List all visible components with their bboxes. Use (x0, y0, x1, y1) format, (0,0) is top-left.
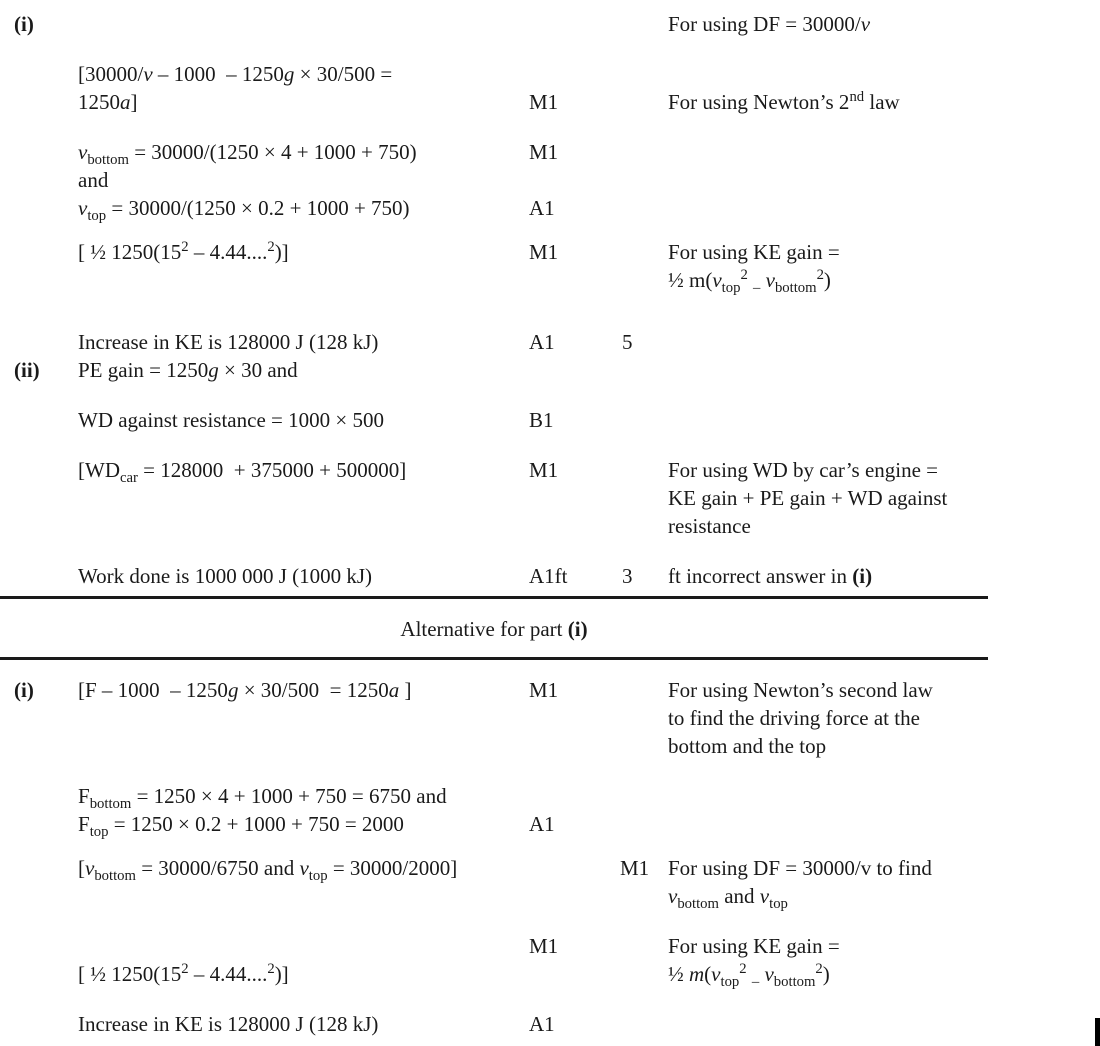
scheme-line (0, 882, 988, 913)
scheme-line (0, 328, 988, 356)
comment-text: For using KE gain = (668, 240, 840, 264)
comment-text: $v_{bottom}$ and $v_{top}$ (668, 884, 788, 913)
spacer (0, 384, 988, 406)
total-marks: 5 (622, 330, 633, 354)
scheme-line (0, 10, 988, 38)
part-label: (ii) (14, 358, 40, 382)
mark-code: M1 (620, 856, 650, 880)
mark-code: M1 (529, 458, 559, 482)
mark-code: B1 (529, 408, 554, 432)
working-text: and (78, 168, 109, 192)
comment-text: to find the driving force at the (668, 706, 920, 730)
working-text: Increase in KE is 128000 J (128 kJ) (78, 1012, 379, 1036)
working-text: $v_{top} = 30000/(1250 \times 0.2 + 1000 + 750)$ (78, 196, 410, 225)
spacer (0, 660, 988, 676)
comment-text: ½ $m(v_{top}^2$ $_-$ $v_{bottom}^2$) (668, 267, 831, 297)
scheme-line (0, 194, 988, 225)
working-text: Increase in KE is 128000 J (128 kJ) (78, 330, 379, 354)
comment-text: For using Newton’s 2nd law (668, 89, 900, 114)
scheme-line (0, 266, 988, 297)
scheme-line (0, 810, 988, 841)
working-text: $[WD_{car} = 128000 + 375000 + 500000]$ (78, 458, 407, 487)
spacer (0, 838, 988, 854)
mark-code: A1 (529, 812, 555, 836)
scheme-line (0, 732, 988, 760)
scheme-line (0, 138, 988, 169)
scheme-line (0, 676, 988, 704)
spacer (0, 988, 988, 1010)
alternative-section-heading: Alternative for part (i) (400, 617, 588, 641)
comment-text: For using DF = 30000/v to find (668, 856, 932, 880)
part-label: (i) (14, 12, 34, 36)
working-text: [F – 1000 – 1250g × 30/500 = 1250a ] (78, 678, 412, 702)
working-text: Work done is 1000 000 J (1000 kJ) (78, 564, 373, 588)
comment-text: bottom and the top (668, 734, 827, 758)
scheme-line (0, 484, 988, 512)
comment-text: KE gain + PE gain + WD against (668, 486, 948, 510)
comment-text: ft incorrect answer in (i) (668, 564, 873, 588)
spacer (0, 222, 988, 238)
working-text: $v_{bottom} = 30000/(1250 \times 4 + 1000 + 750)$ (78, 140, 417, 169)
scheme-line (0, 1010, 988, 1038)
working-text: $F_{bottom} = 1250 \times 4 + 1000 + 750 = 6750$ and (78, 784, 447, 813)
spacer (0, 116, 988, 138)
spacer (0, 38, 988, 60)
scheme-line (0, 782, 988, 813)
scheme-line (0, 88, 988, 116)
scheme-line (0, 512, 988, 540)
scheme-line (0, 854, 988, 885)
working-text: WD against resistance = 1000 × 500 (78, 408, 384, 432)
comment-text: For using KE gain = (668, 934, 840, 958)
working-text: PE gain = 1250g × 30 and (78, 358, 298, 382)
mark-code: A1 (529, 1012, 555, 1036)
mark-code: M1 (529, 934, 559, 958)
mark-code: M1 (529, 240, 559, 264)
mark-code: M1 (529, 90, 559, 114)
spacer (0, 910, 988, 932)
scheme-line (0, 704, 988, 732)
spacer (0, 760, 988, 782)
mark-code: A1 (529, 330, 555, 354)
comment-text: ½ $m(v_{top}^2$ $_-$ $v_{bottom}^2$) (668, 961, 830, 991)
spacer (0, 294, 988, 328)
scheme-line (0, 166, 988, 194)
comment-text: For using DF = 30000/v (668, 12, 871, 36)
page-edge-artifact (1095, 1018, 1100, 1046)
scheme-line (0, 960, 988, 991)
working-text: [30000/v – 1000 – 1250g × 30/500 = (78, 62, 393, 86)
part-label: (i) (14, 678, 34, 702)
spacer (0, 540, 988, 562)
scheme-line (0, 406, 988, 434)
working-text: $F_{top} = 1250 \times 0.2 + 1000 + 750 = 2000$ (78, 812, 404, 841)
mark-code: A1 (529, 196, 555, 220)
mark-code: M1 (529, 140, 559, 164)
scheme-line (0, 562, 988, 590)
mark-code: A1ft (529, 564, 568, 588)
working-text: [ ½ $1250(15^2 - 4.44....^2)$] (78, 961, 289, 986)
scheme-line (0, 238, 988, 266)
working-text: 1250a] (78, 90, 138, 114)
comment-text: For using WD by car’s engine = (668, 458, 939, 482)
scheme-line (0, 60, 988, 88)
spacer (0, 434, 988, 456)
working-text: [$v_{bottom} = 30000/6750$ and $v_{top} = 30000/2000$] (78, 856, 458, 885)
total-marks: 3 (622, 564, 633, 588)
working-text: [ ½ $1250(15^2 - 4.44....^2)$] (78, 239, 289, 264)
scheme-line (0, 456, 988, 487)
mark-code: M1 (529, 678, 559, 702)
scheme-line (0, 932, 988, 960)
comment-text: For using Newton’s second law (668, 678, 933, 702)
comment-text: resistance (668, 514, 751, 538)
scheme-line (0, 356, 988, 384)
